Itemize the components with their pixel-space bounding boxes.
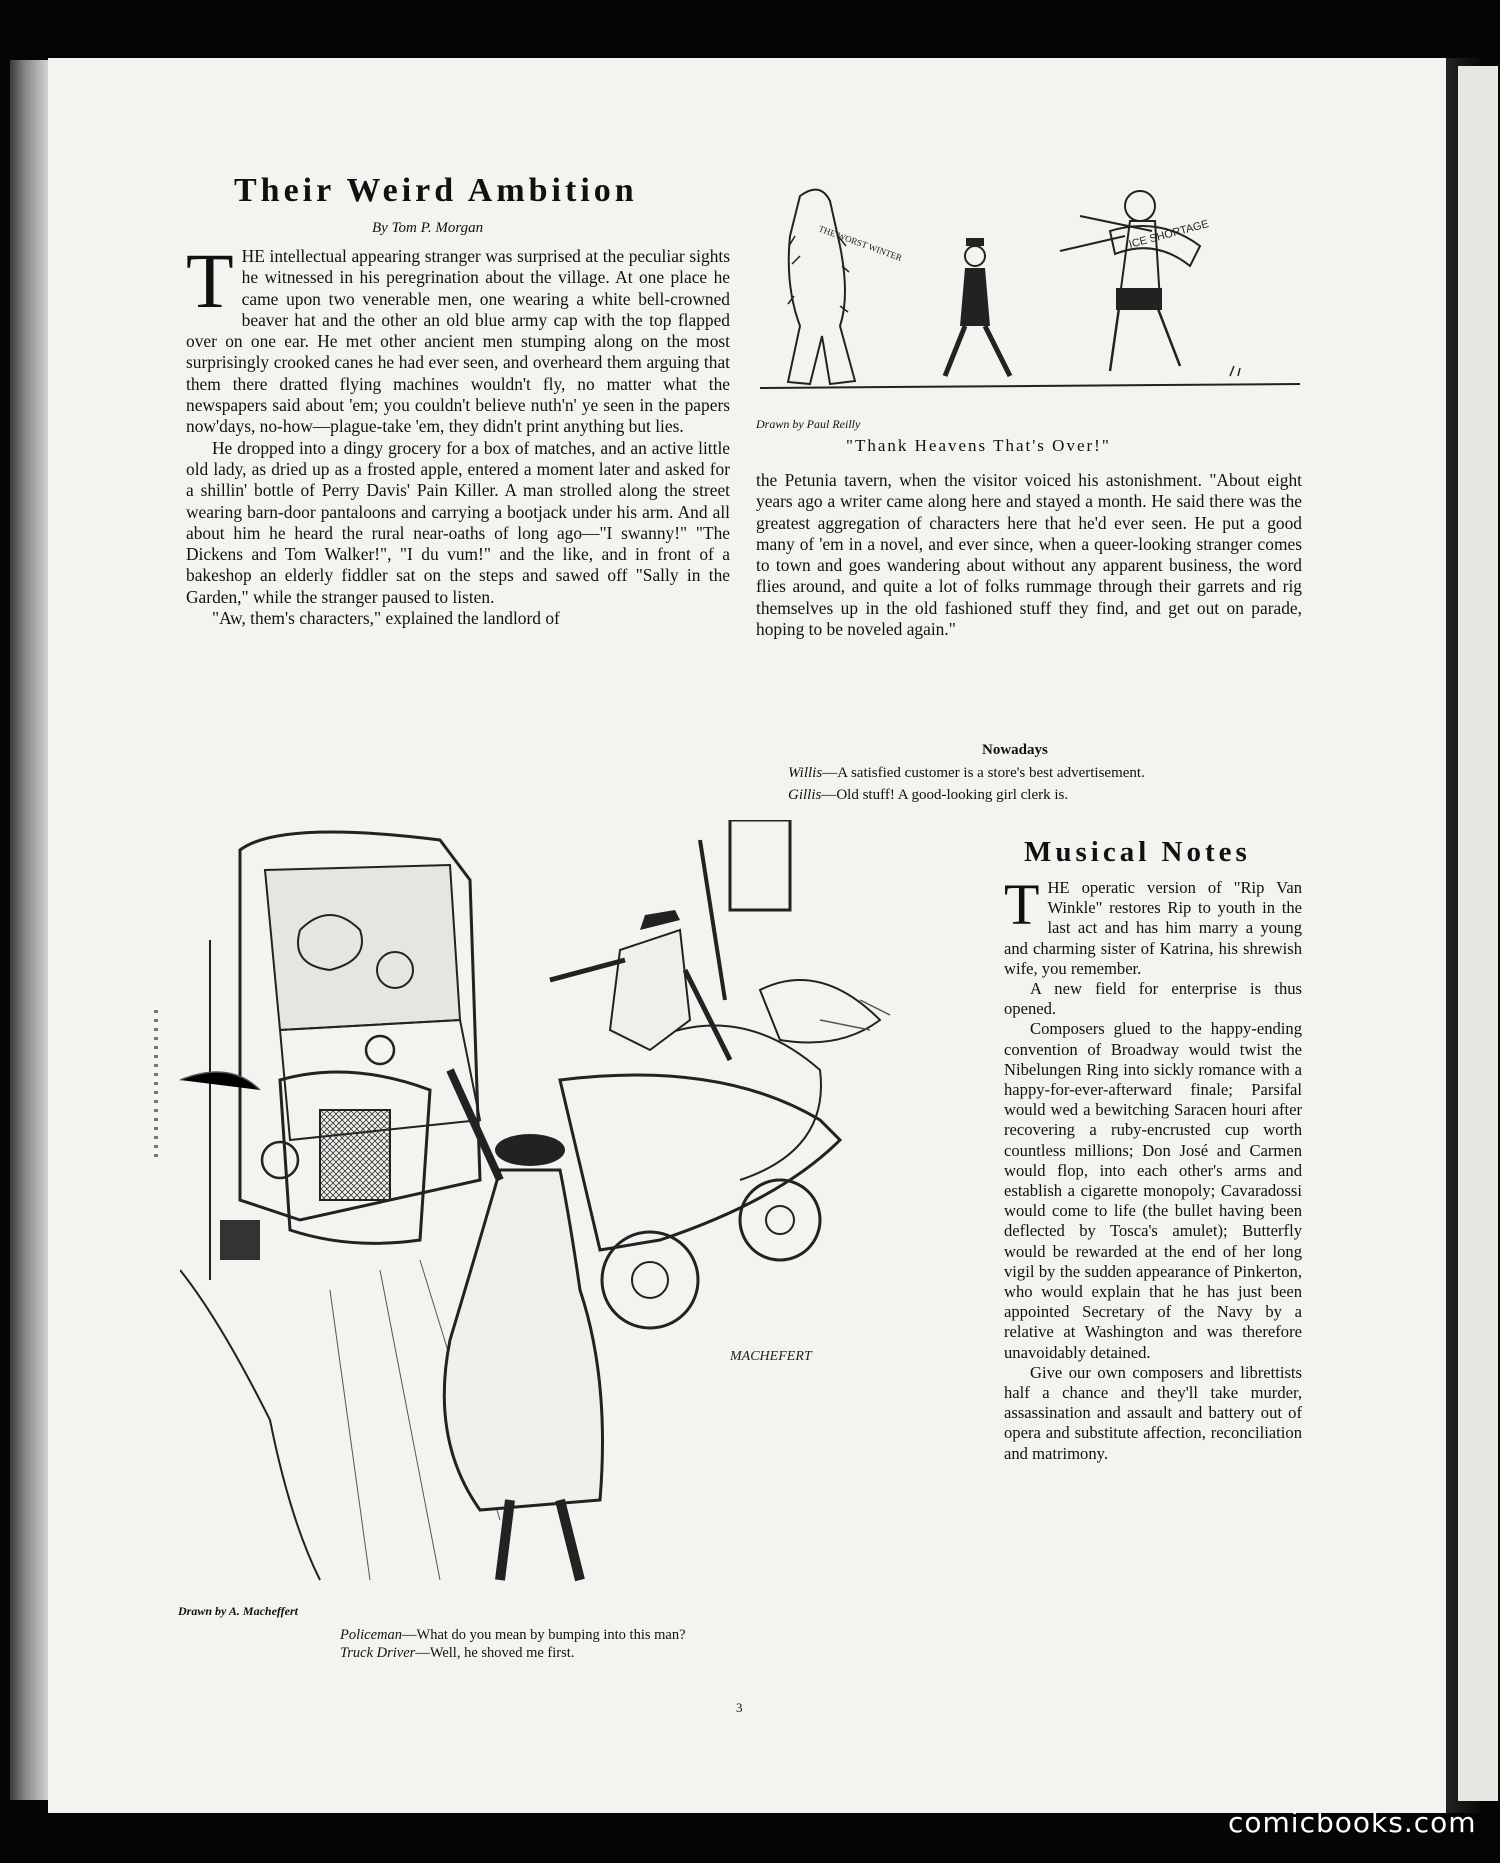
article-column-right: [756, 470, 1302, 640]
paragraph-text: HE operatic version of "Rip Van Winkle" restores Rip to youth in the last act and has him marry a young and charming sister of Katrina, his shrewish wife, you remember.: [1004, 878, 1302, 978]
cartoon-truck-collision-illustration: [180, 820, 980, 1590]
artist-signature: MACHEFERT: [730, 1349, 812, 1364]
speaker-name: Truck Driver: [340, 1645, 416, 1661]
binding-edge: [10, 60, 50, 1800]
ice-shortage-label: ICE SHORTAGE: [1127, 218, 1211, 251]
speaker-name: Gillis: [788, 787, 822, 803]
dialogue-text: —What do you mean by bumping into this man?: [402, 1627, 686, 1643]
article-paragraph: "Aw, them's characters," explained the landlord of: [212, 608, 560, 629]
drop-cap: T: [1004, 872, 1040, 937]
speaker-name: Policeman: [340, 1627, 403, 1643]
article-paragraph: A new field for enterprise is thus opened.: [1004, 979, 1302, 1019]
cartoon-caption: "Thank Heavens That's Over!": [846, 436, 1111, 455]
nowadays-line: [788, 765, 1145, 782]
article-paragraph: Composers glued to the happy-ending convention of Broadway would twist the Nibelungen Ring into sickly romance with a happy-for-ever-afterward finale; Parsifal would wed a bewitching Saracen houri after recovering a ruby-encrusted cup worth countless millions; Don José and Carmen would flop, into each other's arms and establish a cigarette monopoly; Cavaradossi would come to life (the bullet having been deflected by Tosca's amulet); Butterfly would be rewarded at the end of her long vigil by the sudden appearance of Pinkerton, who would explain that he has just been appointed Secretary of the Navy by a relative at Washington and was therefore unavoidably detained.: [1004, 1019, 1302, 1362]
dialogue-text: —A satisfied customer is a store's best advertisement.: [822, 765, 1145, 781]
cartoon-credit: Drawn by Paul Reilly: [756, 417, 861, 431]
dialogue-text: —Old stuff! A good-looking girl clerk is.: [821, 787, 1069, 803]
cartoon-credit: Drawn by A. Macheffert: [178, 1604, 298, 1618]
next-page-edge: [1458, 66, 1498, 1801]
cartoon-thank-heavens-illustration: [760, 176, 1300, 401]
cartoon-caption-line: [340, 1627, 686, 1644]
article-byline: By Tom P. Morgan: [372, 220, 484, 236]
article-paragraph: [186, 237, 730, 438]
article-paragraph: He dropped into a dingy grocery for a box of matches, and an active little old lady, as dried up as a frosted apple, entered a moment later and asked for a shillin' bottle of Perry Davis' Pain Killer. A man strolled along the street wearing barn-door pantaloons and carrying a bootjack under his arm. And all about him he heard the rural near-oaths of long ago—"I swanny!" "The Dickens and Tom Walker!", "I du vum!" and the like, and in front of a bakeshop an elderly fiddler sat on the steps and sawed off "Sally in the Garden," while the stranger paused to listen.: [186, 437, 730, 607]
cartoon-caption-line: [340, 1645, 574, 1662]
article-paragraph: [1004, 872, 1302, 979]
margin-marks: [154, 1010, 158, 1160]
speaker-name: Willis: [788, 765, 823, 781]
article-continuation: the Petunia tavern, when the visitor voiced his astonishment. "About eight years ago a writer came along here and stayed a month. He said there was the greatest aggregation of characters here that he'd ever seen. He put a good many of 'em in a novel, and ever since, when a queer-looking stranger comes to town and goes wandering about without any apparent business, the word flies around, and quite a lot of folks rummage through their garrets and rig themselves up in the old fashioned stuff they find, and get out on parade, hoping to be noveled again.": [756, 470, 1302, 640]
musical-notes-column: [1004, 872, 1302, 1464]
winter-label: THE WORST WINTER: [817, 223, 904, 263]
dialogue-text: —Well, he shoved me first.: [415, 1645, 575, 1661]
article-title-musical-notes: Musical Notes: [1024, 836, 1251, 868]
article-column-left: [186, 237, 730, 629]
nowadays-line: [788, 787, 1068, 804]
site-watermark: comicbooks.com: [1228, 1806, 1477, 1839]
article-title-weird-ambition: Their Weird Ambition: [234, 172, 638, 209]
drop-cap: T: [186, 237, 234, 324]
paragraph-text: HE intellectual appearing stranger was surprised at the peculiar sights he witnessed in his peregrination about the village. At one place he came upon two venerable men, one wearing a white bell-crowned beaver hat and the other an old blue army cap with the top flapped over on one ear. He met other ancient men stumping along on the most surprisingly crooked canes he had ever seen, and overheard them arguing that them there dratted flying machines wouldn't fly, no matter what the newspapers said about 'em; you couldn't believe nuth'n' ye seen in the papers now'days, no-how—plague-take 'em, they didn't print anything but lies.: [186, 246, 730, 437]
nowadays-title: Nowadays: [982, 742, 1048, 758]
article-paragraph: Give our own composers and librettists half a chance and they'll take murder, assassination and assault and battery out of opera and substitute affection, reconciliation and matrimony.: [1004, 1362, 1302, 1463]
page-number: 3: [736, 1700, 743, 1715]
